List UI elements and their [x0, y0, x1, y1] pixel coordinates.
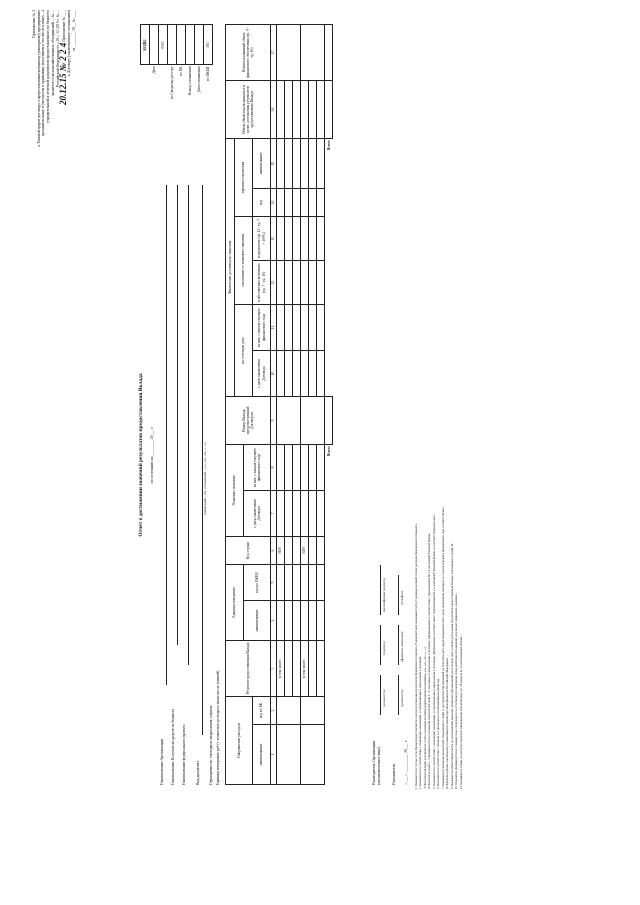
codes-label	[159, 65, 168, 125]
line-code: 0100	[277, 536, 285, 564]
th-result: Результат предоставления Вклада	[226, 640, 271, 696]
th-reason-name: наименование	[253, 138, 271, 188]
report-period: по состоянию на ________ 20___ г.	[150, 426, 154, 484]
total-label-2: Всего:	[326, 139, 331, 151]
footnote: 3 При представлении уточненного отчета указывается номер корректировки (например, «1», «2», «3», «...»).	[422, 646, 427, 789]
footnote: 8 Перечень причин отклонений устанавливается Министерством финансов Российской Федерации.	[445, 657, 450, 789]
column-number: 16	[271, 80, 277, 138]
th-line-code: Код строки	[226, 536, 271, 564]
appendix-line: гражданам нашу в (частности в хранилище (пластином в тех числе и иных ...)	[41, 10, 46, 137]
column-number: 13	[271, 216, 277, 260]
signature-label: (фамилия, инициалы)	[400, 631, 404, 662]
footnote: 10 Показатель формируется на 1 января года, следующего за отчетным (по окончании срока действия соглашения) и не может превышать значение...	[454, 592, 459, 789]
signature-line	[380, 565, 381, 615]
field-doc-type-hint: (первичный - «0», уточненный - «1», «2», «3», «...»)	[203, 442, 207, 515]
codes-value	[195, 25, 204, 65]
row-label: в том числе:	[301, 640, 309, 696]
footnotes	[414, 19, 463, 789]
footnote: 9 Указывается объем обязательств (за исключением авансов), принятых Организацией на отчетную дату, в целях достижения результатов предоставления Вклада, отраженных в графе 11.	[449, 542, 454, 789]
codes-label: Дата	[151, 66, 156, 74]
codes-label: Дата соглашения	[196, 66, 201, 93]
column-number: 7	[271, 490, 277, 536]
footnote: 7 Указываются значения показателей, отраженных в графе 3, достигнутые Организацией на отчетную дату, нарастающим итогом с даты заключения Договора и с начала текущего финансового года соответственно.	[440, 506, 445, 789]
th-actual: Фактически достигнутые значения	[226, 138, 235, 396]
report-title: Отчет о достижении значений результатов предоставления Вклада	[138, 373, 144, 537]
column-number: 11	[271, 304, 277, 350]
line-code: 0200	[301, 536, 309, 564]
th-unit: Единица измерения	[226, 564, 244, 640]
signature-line	[398, 575, 399, 615]
codes-value	[150, 25, 159, 65]
th-unused: Неиспользованный объем финансового обеспечения (гр. 9 - гр. 16)	[226, 24, 271, 80]
th-actual-on-date: на отчетную дату	[235, 304, 253, 396]
field-project: Наименование федерального проекта	[182, 724, 186, 785]
signature-label: (должность)	[400, 689, 404, 707]
th-deviation: отклонение от планового значения	[235, 216, 253, 304]
codes-table	[140, 25, 213, 126]
th-plan: Плановые значения	[226, 444, 244, 536]
field-periodicity: Периодичность: ежегодная, квартальная, годовая	[209, 705, 213, 785]
th-direction-name: наименование	[253, 725, 271, 785]
column-number: 1	[271, 725, 277, 785]
signature-label: (расшифровка подписи)	[382, 578, 386, 612]
total-label: Всего:	[326, 445, 331, 457]
signature-line	[398, 675, 399, 715]
appendix-line: Российской Федерации от « 20 » 12 2015 г. № ...	[55, 10, 60, 88]
th-direction: Направление расходов	[226, 696, 253, 784]
signature-line	[380, 675, 381, 715]
th-unit-code: код по ОКЕИ	[244, 564, 271, 600]
codes-label: Номер соглашения	[187, 66, 192, 96]
column-number: 2	[271, 696, 277, 724]
field-recipient: Наименование Получателя средств из бюджета	[171, 708, 175, 785]
signature-label: (должность)	[382, 689, 386, 707]
appendix-block	[32, 10, 77, 240]
column-number: 10	[271, 350, 277, 396]
signature-line	[398, 625, 399, 665]
row-label: в том числе:	[277, 640, 285, 696]
signature-line	[380, 625, 381, 665]
footnote: 4 Показатели граф 1 - 5 формируются на основании показателей граф 1 - 5, указанных в приложении к Договору, оформленному в соответствии с приложением № 2 к настоящей Типовой форме.	[427, 532, 432, 789]
th-direction-code: код по БК	[253, 696, 271, 724]
footnote: 2 Указываются в соответствии с плановыми значениями, установленными в приложении к Договору.	[418, 655, 423, 789]
column-number: 15	[271, 138, 277, 188]
codes-value	[177, 25, 186, 65]
appendix-line: является сельскохозяйственных объединений ... № ...	[50, 10, 55, 96]
signature-date: « ___ » __________ 20___ г.	[404, 740, 408, 785]
appendix-to-agreement: к Договору (заключенному соглашению)	[67, 10, 72, 76]
codes-value: 383	[204, 25, 213, 65]
appendix-title: Приложение № 3	[32, 10, 36, 38]
codes-value	[186, 25, 195, 65]
codes-value: 0503	[159, 25, 168, 65]
th-obligations: Объем обязательств принятых в целях достижения результатов предоставления Вклада	[226, 80, 271, 138]
footnote: 1 Указывается в случае, если Вклад предоставляется в целях достижения результатов федерального проекта. В кодовой зоне указываются 4 и 5 разряды целевой статьи расходов федерального бюджета.	[414, 523, 418, 789]
footnote: 6 Заполняется в соответствии с пунктом 2.2 Договора на отчетный финансовый год.	[436, 678, 441, 789]
th-deviation-pct: в процентах (гр. 12 / гр. 7 × 100%)	[253, 216, 271, 260]
results-table	[225, 24, 333, 785]
th-plan-current-year: из них, с начала текущего финансового года	[244, 444, 271, 490]
th-plan-from-contract: с даты заключения Договора	[244, 490, 271, 536]
signature-head: Руководитель Организации (уполномоченное лицо)	[372, 740, 381, 785]
column-number: 8	[271, 444, 277, 490]
footnote: 5 Указываются в соответствии с плановыми значениями, установленными в приложении к Договору, оформленном в соответствии с приложением № 2 к настоящей Типовой форме, на соответствующую дату.	[431, 514, 436, 789]
executor-label: Исполнитель	[392, 763, 396, 785]
codes-value	[168, 25, 177, 65]
field-line	[188, 185, 189, 665]
codes-label: по Сводному реестру	[169, 66, 174, 100]
th-deviation-abs: в абсолютных величинах (гр. 7 - гр. 10)	[253, 260, 271, 304]
column-number: 12	[271, 260, 277, 304]
field-organization: Наименование Организации	[160, 739, 164, 785]
appendix-stamp: Приложение № ___	[62, 10, 67, 42]
column-number: 3	[271, 640, 277, 696]
column-number: 9	[271, 396, 277, 444]
field-doc-type: Вид документа	[196, 760, 200, 785]
appendix-from: от ________ 20__ № ____	[71, 10, 76, 52]
footnote: 11 Указывается сумма, на которую подлежит уменьшению объем Вклада (гр. 18 раздела 1), за исключением объема ...	[458, 633, 463, 789]
field-unit: Единица измерения: руб (с точностью до второго знака после запятой)	[216, 670, 220, 785]
th-reason: причина отклонения	[235, 138, 253, 216]
appendix-line: к Типовой форме договора о предоставлении казенному (унитарному) предприятию	[36, 10, 41, 147]
handwritten-date-mark: 20.12.15 № 2 2 4	[58, 42, 68, 105]
signature-label: (телефон)	[400, 591, 404, 605]
th-reason-code: код	[253, 188, 271, 216]
th-actual-current-year: из них, с начала текущего финансового года	[253, 304, 271, 350]
th-contract-amount: Размер Вклада, предусмотренный Договором	[226, 396, 271, 444]
th-actual-from-contract: с даты заключения Договора	[253, 350, 271, 396]
column-number: 17	[271, 24, 277, 80]
codes-label: по ОКЕИ	[205, 66, 210, 81]
column-number: 4	[271, 600, 277, 640]
column-number: 6	[271, 536, 277, 564]
column-number: 14	[271, 188, 277, 216]
appendix-line: учредительной и отчетной документам предоставленного из бюджета	[46, 10, 51, 123]
column-number: 5	[271, 564, 277, 600]
th-unit-name: наименование	[244, 600, 271, 640]
field-line	[177, 185, 178, 645]
signature-label: (подпись)	[382, 641, 386, 655]
field-line	[166, 185, 167, 685]
codes-label: по БК	[178, 66, 183, 76]
codes-header: КОДЫ	[141, 25, 150, 65]
